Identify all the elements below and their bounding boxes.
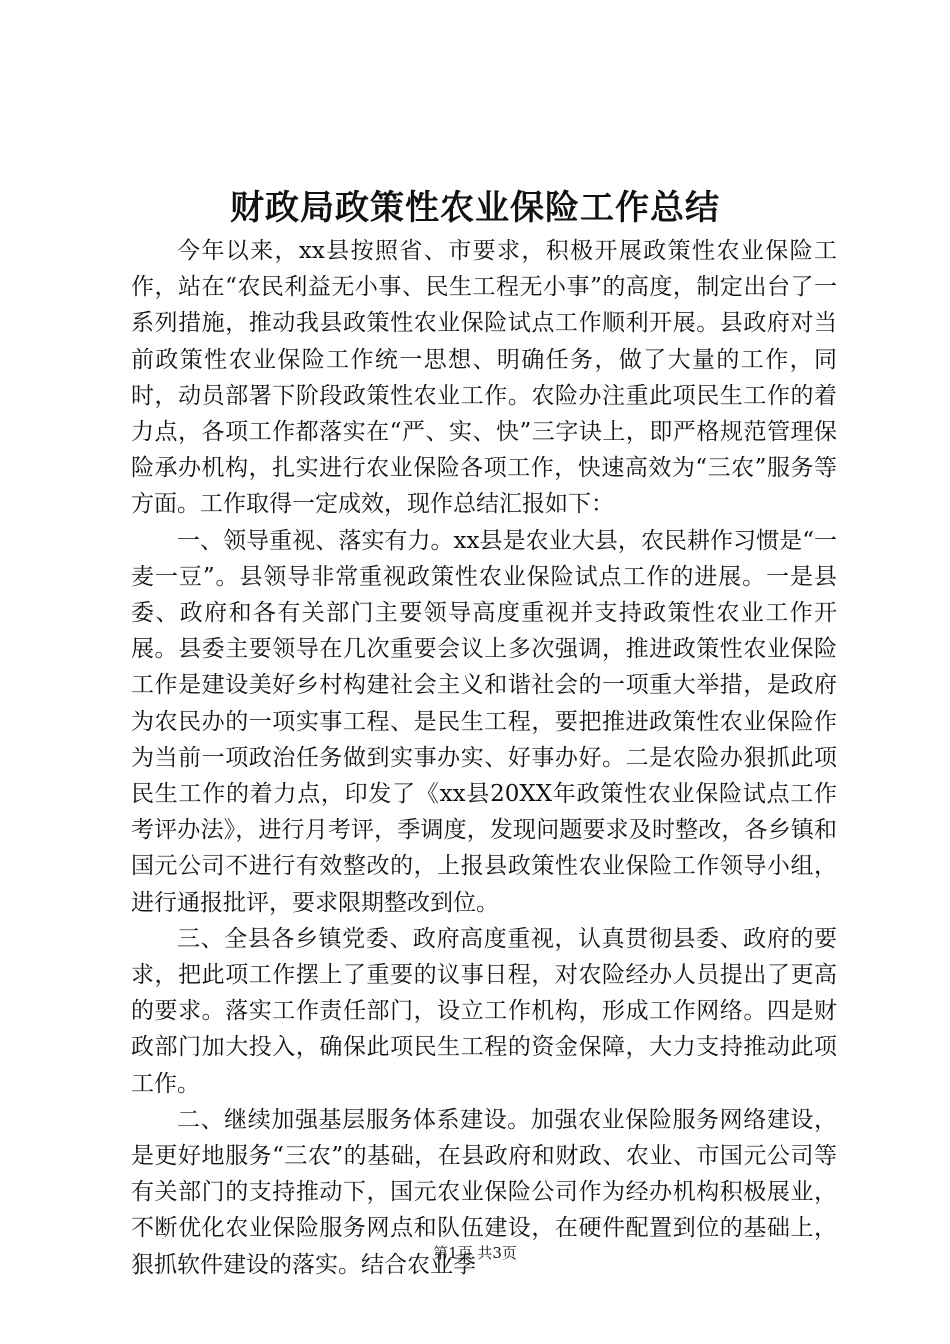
paragraph-townships: 三、全县各乡镇党委、政府高度重视，认真贯彻县委、政府的要求，把此项工作摆上了重要的议事日程，对农险经办人员提出了更高的要求。落实工作责任部门，设立工作机构，形成工作网络。四是财政部门加大投入，确保此项民生工程的资金保障，大力支持推动此项工作。 — [131, 925, 837, 1097]
document-body — [131, 233, 837, 1283]
paragraph-leadership: 一、领导重视、落实有力。xx县是农业大县，农民耕作习惯是“一麦一豆”。县领导非常重视政策性农业保险试点工作的进展。一是县委、政府和各有关部门主要领导高度重视并支持政策性农业工作开展。县委主要领导在几次重要会议上多次强调，推进政策性农业保险工作是建设美好乡村构建社会主义和谐社会的一项重大举措，是政府为农民办的一项实事工程、是民生工程，要把推进政策性农业保险作为当前一项政治任务做到实事办实、好事办好。二是农险办狠抓此项民生工作的着力点，印发了《xx县20XX年政策性农业保险试点工作考评办法》，进行月考评，季调度，发现问题要求及时整改，各乡镇和国元公司不进行有效整改的，上报县政策性农业保险工作领导小组，进行通报批评，要求限期整改到位。 — [131, 527, 837, 916]
document-title: 财政局政策性农业保险工作总结 — [230, 188, 720, 228]
paragraph-intro: 今年以来，xx县按照省、市要求，积极开展政策性农业保险工作，站在“农民利益无小事、民生工程无小事”的高度，制定出台了一系列措施，推动我县政策性农业保险试点工作顺利开展。县政府对当前政策性农业保险工作统一思想、明确任务，做了大量的工作，同时，动员部署下阶段政策性农业工作。农险办注重此项民生工作的着力点，各项工作都落实在“严、实、快”三字诀上，即严格规范管理保险承办机构，扎实进行农业保险各项工作，快速高效为“三农”服务等方面。工作取得一定成效，现作总结汇报如下： — [131, 238, 837, 518]
page-number-footer: 第1页 共3页 — [433, 1244, 517, 1262]
paragraph-service-system: 二、继续加强基层服务体系建设。加强农业保险服务网络建设，是更好地服务“三农”的基础，在县政府和财政、农业、市国元公司等有关部门的支持推动下，国元农业保险公司作为经办机构积极展业，不断优化农业保险服务网点和队伍建设，在硬件配置到位的基础上，狠抓软件建设的落实。结合农业季 — [131, 1106, 837, 1278]
